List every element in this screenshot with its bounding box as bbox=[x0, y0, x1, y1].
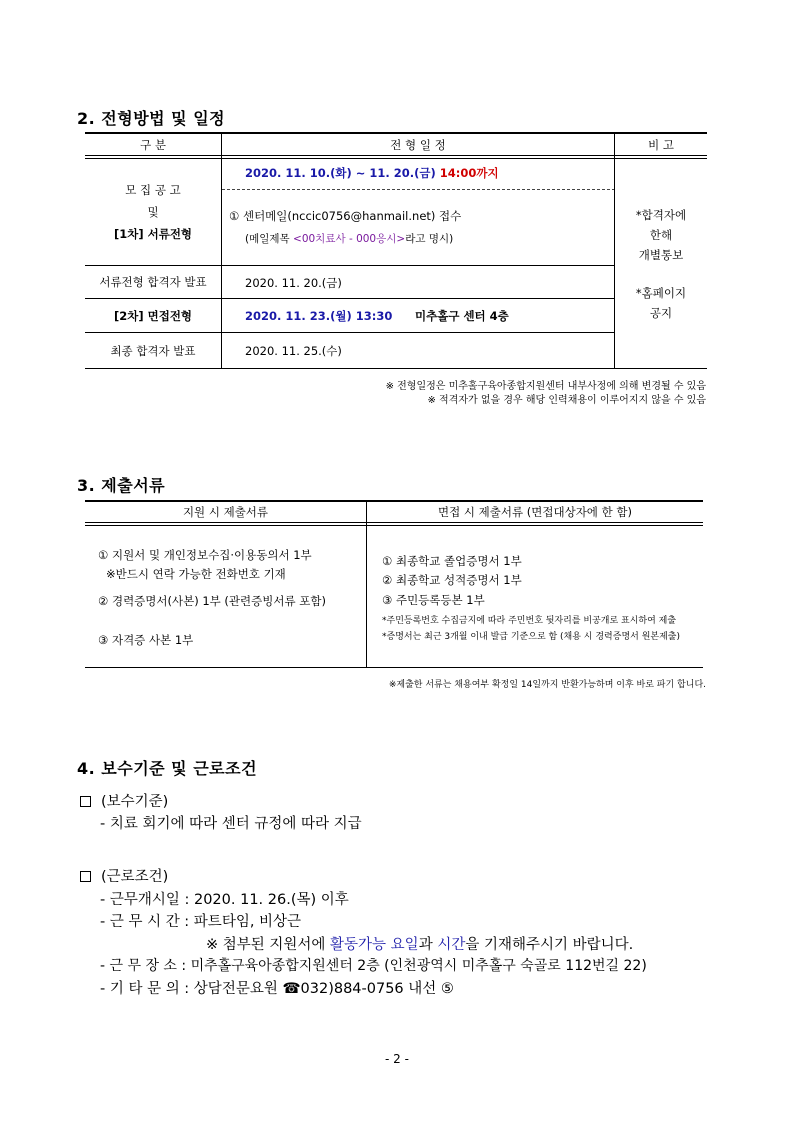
remark-2: 한해 bbox=[649, 228, 673, 242]
remark-1: *합격자에 bbox=[635, 208, 687, 222]
apply-doc-1: ① 지원서 및 개인정보수집·이용동의서 1부 bbox=[98, 548, 312, 562]
apply-doc-1-note: ※반드시 연락 가능한 전화번호 기재 bbox=[106, 567, 286, 581]
checkbox-icon bbox=[80, 871, 91, 882]
row3-place: 미추홀구 센터 4층 bbox=[415, 309, 509, 323]
interview-note-1: *주민등록번호 수집금지에 따라 주민번호 뒷자리를 비공개로 표시하여 제출 bbox=[382, 616, 677, 626]
interview-doc-2: ② 최종학교 성적증명서 1부 bbox=[382, 573, 522, 587]
header-apply-docs: 지원 시 제출서류 bbox=[182, 505, 269, 519]
pay-heading: (보수기준) bbox=[80, 790, 168, 811]
row1-label bbox=[85, 159, 221, 265]
work-heading: (근로조건) bbox=[80, 865, 168, 886]
apply-doc-2: ② 경력증명서(사본) 1부 (관련증빙서류 포함) bbox=[98, 594, 326, 608]
contact: - 기 타 문 의 : 상담전문요원 ☎032)884-0756 내선 ⑤ bbox=[100, 981, 454, 997]
row2-date: 2020. 11. 20.(금) bbox=[245, 276, 342, 290]
schedule-table bbox=[85, 132, 707, 369]
apply-doc-3: ③ 자격증 사본 1부 bbox=[98, 633, 194, 647]
row2-label: 서류전형 합격자 발표 bbox=[99, 275, 207, 289]
row1-date: 2020. 11. 10.(화) ~ 11. 20.(금) 14:00까지 bbox=[245, 166, 499, 180]
documents-table bbox=[85, 500, 703, 670]
checkbox-icon bbox=[80, 796, 91, 807]
row4-date: 2020. 11. 25.(수) bbox=[245, 344, 342, 358]
documents-footnote: ※제출한 서류는 채용여부 확정일 14일까지 반환가능하며 이후 바로 파기 합니다. bbox=[388, 680, 706, 690]
row1-submit: ① 센터메일(nccic0756@hanmail.net) 접수 bbox=[229, 209, 462, 223]
section3-title: 3. 제출서류 bbox=[77, 476, 166, 495]
header-category: 구 분 bbox=[140, 137, 166, 152]
row1-label-line1: 모 집 공 고 bbox=[125, 183, 181, 197]
header-schedule: 전 형 일 정 bbox=[390, 137, 446, 152]
row4-label: 최종 합격자 발표 bbox=[110, 343, 196, 358]
row3-label: [2차] 면접전형 bbox=[113, 308, 193, 323]
interview-doc-1: ① 최종학교 졸업증명서 1부 bbox=[382, 554, 522, 568]
remarks-homepage bbox=[615, 282, 707, 324]
work-place: - 근 무 장 소 : 미추홀구육아종합지원센터 2층 (인천광역시 미추홀구 숙골로 112번길 22) bbox=[100, 958, 647, 974]
work-time-note: ※ 첨부된 지원서에 활동가능 요일과 시간을 기재해주시기 바랍니다. bbox=[206, 937, 634, 953]
work-start: - 근무개시일 : 2020. 11. 26.(목) 이후 bbox=[100, 892, 349, 908]
row1-label-line2: 및 bbox=[147, 205, 159, 219]
header-remarks: 비 고 bbox=[648, 137, 674, 152]
interview-note-2: *증명서는 최근 3개월 이내 발급 기준으로 함 (채용 시 경력증명서 원본제출) bbox=[382, 632, 680, 642]
pay-text: - 치료 회기에 따라 센터 규정에 따라 지급 bbox=[100, 816, 362, 832]
schedule-note-1: ※ 전형일정은 미추홀구육아종합지원센터 내부사정에 의해 변경될 수 있음 bbox=[385, 381, 706, 392]
section2-title: 2. 전형방법 및 일정 bbox=[77, 109, 226, 128]
page-number: - 2 - bbox=[385, 1052, 409, 1066]
interview-doc-3: ③ 주민등록등본 1부 bbox=[382, 593, 485, 607]
header-interview-docs: 면접 시 제출서류 (면접대상자에 한 함) bbox=[438, 505, 632, 519]
work-time: - 근 무 시 간 : 파트타임, 비상근 bbox=[100, 914, 302, 930]
schedule-note-2: ※ 적격자가 없을 경우 해당 인력채용이 이루어지지 않을 수 있음 bbox=[427, 395, 706, 406]
row3-date: 2020. 11. 23.(월) 13:30 bbox=[245, 309, 393, 323]
remark-3: 개별통보 bbox=[638, 248, 684, 262]
section4-title: 4. 보수기준 및 근로조건 bbox=[77, 759, 258, 778]
row1-subject: (메일제목 <00치료사 - 000응시>라고 명시) bbox=[245, 233, 454, 245]
remark-5: 공지 bbox=[649, 306, 673, 320]
remarks-notify bbox=[615, 204, 707, 266]
remark-4: *홈페이지 bbox=[635, 286, 687, 300]
row1-label-line3: [1차] 서류전형 bbox=[113, 227, 193, 241]
